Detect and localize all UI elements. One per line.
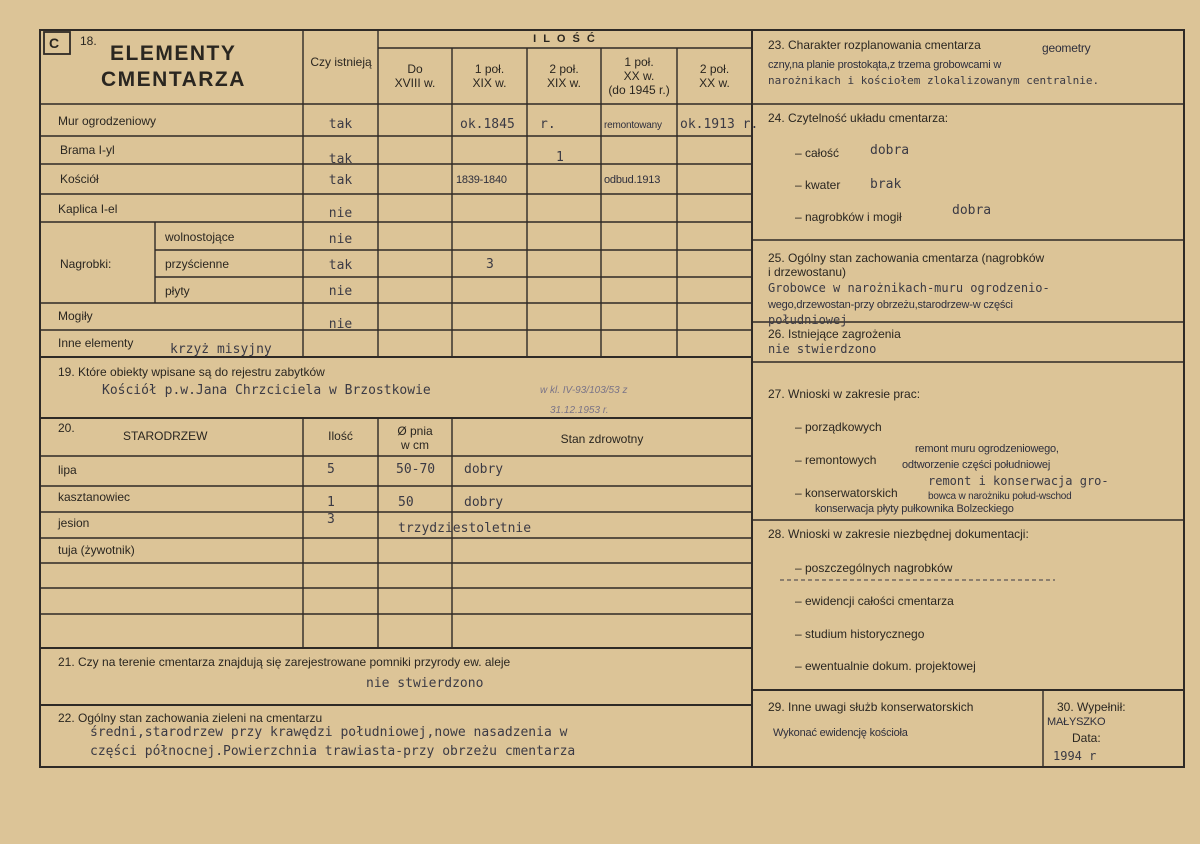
s27-kons-value-1: remont i konserwacja gro- <box>928 474 1109 488</box>
tree-ilosc: 5 <box>327 462 335 477</box>
brama-czy: tak <box>328 152 353 167</box>
row-label-mogily: Mogiły <box>58 309 93 323</box>
s19-pencil-note2: 31.12.1953 r. <box>550 405 609 416</box>
tree-name: jesion <box>58 516 90 530</box>
s19-label: 19. Które obiekty wpisane są do rejestru zabytków <box>58 365 325 379</box>
s25-line1: Grobowce w narożnikach-muru ogrodzenio- <box>768 281 1050 295</box>
s24-nagrobkow: – nagrobków i mogił <box>795 210 902 224</box>
s20-title: STARODRZEW <box>123 429 208 443</box>
tree-pnia: 50 <box>398 495 414 510</box>
kaplica-czy: nie <box>328 206 353 221</box>
corner-letter: C <box>49 35 60 51</box>
przyscienne-1pol-xix: 3 <box>486 257 494 272</box>
ilosc-header: I L O Ś Ć <box>533 33 597 45</box>
kosciol-czy: tak <box>328 173 353 188</box>
col2-line1: 1 poł. <box>474 62 505 76</box>
s27-label: 27. Wnioski w zakresie prac: <box>768 387 921 401</box>
s30-data-label: Data: <box>1072 731 1101 745</box>
s18-title-line1: ELEMENTY <box>110 42 237 65</box>
col4-line3: (do 1945 r.) <box>608 83 670 97</box>
inne-value: krzyż misyjny <box>170 342 272 357</box>
col5-line2: XX w. <box>699 76 730 90</box>
tree-stan: trzydziestoletnie <box>398 521 532 536</box>
s30-date: 1994 r <box>1053 749 1097 763</box>
s25-line3: południowej <box>768 313 848 327</box>
s28-item-ewidencji: – ewidencji całości cmentarza <box>795 594 954 608</box>
s24-calosc-value: dobra <box>870 143 910 158</box>
kosciol-1pol-xix: 1839-1840 <box>456 174 507 186</box>
wolnostojace-czy: nie <box>328 232 353 247</box>
s23-value-3: narożnikach i kościołem zlokalizowanym centralnie. <box>768 74 1100 87</box>
row-label-inne: Inne elementy <box>58 336 134 350</box>
tree-name: lipa <box>58 463 77 477</box>
s28-label: 28. Wnioski w zakresie niezbędnej dokumentacji: <box>768 527 1029 541</box>
s20-pnia-line2: w cm <box>401 438 429 452</box>
s27-porzadkowych: – porządkowych <box>795 420 882 434</box>
s21-value: nie stwierdzono <box>366 676 484 691</box>
s21-label: 21. Czy na terenie cmentarza znajdują się zarejestrowane pomniki przyrody ew. aleje <box>58 655 511 669</box>
tree-ilosc: 1 <box>327 495 335 510</box>
s30-label: 30. Wypełnił: <box>1057 700 1126 714</box>
s25-label-1: 25. Ogólny stan zachowania cmentarza (nagrobków <box>768 251 1045 265</box>
tree-ilosc: 3 <box>327 512 335 527</box>
s28-item-nagrobkow: – poszczególnych nagrobków <box>795 561 953 575</box>
mogily-czy: nie <box>328 317 353 332</box>
nagrobki-przyscienne: przyścienne <box>165 257 230 271</box>
mur-2pol-xx: ok.1913 r. <box>680 117 759 132</box>
s23-value-1: geometry <box>1042 41 1091 55</box>
nagrobki-wolnostojace: wolnostojące <box>165 230 235 244</box>
s24-kwater-value: brak <box>870 177 902 192</box>
s27-remontowych: – remontowych <box>795 453 877 467</box>
s23-value-2: czny,na planie prostokąta,z trzema grobowcami w <box>768 59 1002 71</box>
s20-pnia-line1: Ø pnia <box>397 424 433 438</box>
s22-line1: średni,starodrzew przy krawędzi południowej,nowe nasadzenia w <box>90 725 568 740</box>
col5-line1: 2 poł. <box>699 62 730 76</box>
s26-label: 26. Istniejące zagrożenia <box>768 327 901 341</box>
s27-kons-value-3: konserwacja płyty pułkownika Bolzeckiego <box>815 503 1014 515</box>
tree-stan: dobry <box>464 462 504 477</box>
col2-line2: XIX w. <box>472 76 507 90</box>
col4-line1: 1 poł. <box>624 55 654 69</box>
nagrobki-plyty: płyty <box>165 284 190 298</box>
s25-line2: wego,drzewostan-przy obrzeżu,starodrzew-w części <box>768 299 1013 311</box>
s24-kwater: – kwater <box>795 178 841 192</box>
col1-line1: Do <box>407 62 423 76</box>
s18-number: 18. <box>80 34 97 48</box>
s24-nagrobkow-value: dobra <box>952 203 992 218</box>
kosciol-1pol-xx: odbud.1913 <box>604 174 661 186</box>
s19-pencil-note1: w kl. IV-93/103/53 z <box>540 385 628 396</box>
s27-remontowych-value-2: odtworzenie części południowej <box>902 459 1051 471</box>
s18-title-line2: CMENTARZA <box>101 68 246 91</box>
tree-name: tuja (żywotnik) <box>58 543 135 557</box>
col1-line2: XVIII w. <box>394 76 436 90</box>
s25-label-2: i drzewostanu) <box>768 265 847 279</box>
col3-line2: XIX w. <box>546 76 581 90</box>
przyscienne-czy: tak <box>328 258 353 273</box>
s22-line2: części północnej.Powierzchnia trawiasta-przy obrzeżu cmentarza <box>90 744 576 759</box>
col3-line1: 2 poł. <box>549 62 579 76</box>
s28-item-studium: – studium historycznego <box>795 627 925 641</box>
s24-label: 24. Czytelność układu cmentarza: <box>768 111 949 125</box>
s20-stan: Stan zdrowotny <box>560 432 644 446</box>
row-label-kosciol: Kościół <box>60 172 99 186</box>
s20-ilosc: Ilość <box>328 429 353 443</box>
col-czy-istnieja: Czy istnieją <box>310 55 372 69</box>
col4-line2: XX w. <box>623 69 655 83</box>
mur-czy: tak <box>328 117 353 132</box>
s27-konserwatorskich: – konserwatorskich <box>795 486 898 500</box>
row-label-brama: Brama I-yl <box>60 143 115 157</box>
s27-remontowych-value-1: remont muru ogrodzeniowego, <box>915 443 1059 455</box>
row-label-nagrobki: Nagrobki: <box>60 257 112 271</box>
s19-value: Kościół p.w.Jana Chrzciciela w Brzostkowie <box>102 383 431 398</box>
s30-name: MAŁYSZKO <box>1047 716 1106 728</box>
brama-2pol-xix: 1 <box>556 150 564 165</box>
s23-label: 23. Charakter rozplanowania cmentarza <box>768 38 981 52</box>
mur-1pol-xix: ok.1845 <box>460 117 515 132</box>
s26-value: nie stwierdzono <box>768 342 877 356</box>
row-label-kaplica: Kaplica I-el <box>58 202 118 216</box>
tree-stan: dobry <box>464 495 504 510</box>
mur-1pol-xx: remontowany <box>604 120 662 131</box>
tree-pnia: 50-70 <box>396 462 436 477</box>
s22-label: 22. Ogólny stan zachowania zieleni na cmentarzu <box>58 711 323 725</box>
s27-kons-value-2: bowca w narożniku połud-wschod <box>928 491 1072 502</box>
s29-label: 29. Inne uwagi służb konserwatorskich <box>768 700 974 714</box>
tree-name: kasztanowiec <box>58 490 131 504</box>
mur-2pol-xix: r. <box>540 117 556 132</box>
plyty-czy: nie <box>328 284 353 299</box>
s24-calosc: – całość <box>795 146 840 160</box>
s28-item-projektowej: – ewentualnie dokum. projektowej <box>795 659 976 673</box>
row-label-mur: Mur ogrodzeniowy <box>58 114 157 128</box>
s29-value: Wykonać ewidencję kościoła <box>773 727 908 739</box>
s20-number: 20. <box>58 421 75 435</box>
